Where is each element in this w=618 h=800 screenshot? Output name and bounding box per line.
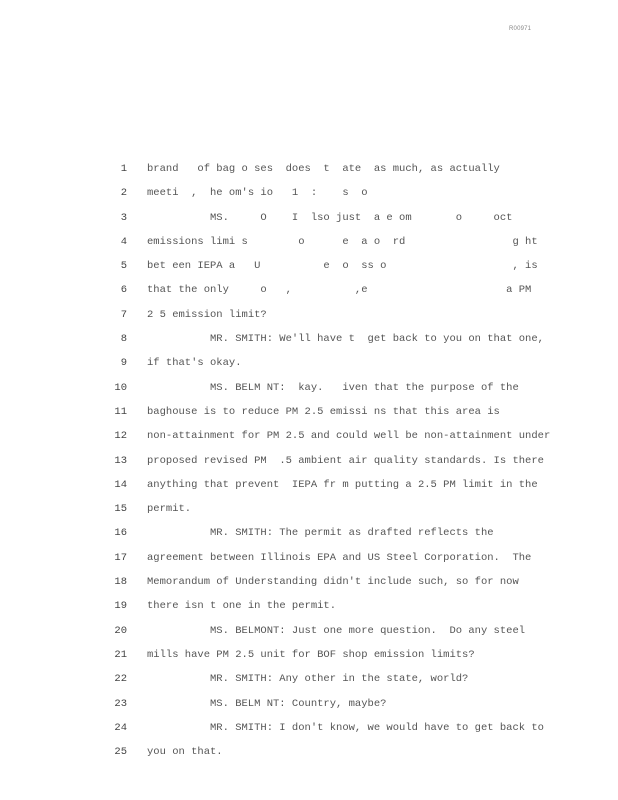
line-number: 13 — [114, 454, 127, 467]
transcript-line — [0, 597, 618, 621]
transcript-body — [0, 160, 618, 767]
transcript-line — [0, 476, 618, 500]
line-number: 18 — [114, 576, 127, 589]
line-number: 6 — [120, 284, 127, 297]
line-number: 22 — [114, 673, 127, 686]
transcript-line — [0, 719, 618, 743]
transcript-line — [0, 330, 618, 354]
line-number: 3 — [120, 211, 127, 224]
line-text: anything that prevent IEPA fr m putting a 2.5 PM limit in the — [147, 478, 538, 491]
transcript-line — [0, 257, 618, 281]
line-number: 16 — [114, 527, 127, 540]
line-number: 4 — [120, 235, 127, 248]
transcript-line — [0, 573, 618, 597]
line-number: 15 — [114, 503, 127, 516]
transcript-line — [0, 184, 618, 208]
transcript-line — [0, 549, 618, 573]
transcript-line — [0, 695, 618, 719]
line-number: 23 — [114, 697, 127, 710]
line-text: non-attainment for PM 2.5 and could well be non-attainment under — [147, 430, 551, 443]
line-number: 10 — [114, 381, 127, 394]
transcript-line — [0, 281, 618, 305]
transcript-line — [0, 233, 618, 257]
transcript-line — [0, 306, 618, 330]
transcript-line — [0, 622, 618, 646]
line-text: that the only o , ,e a PM — [147, 284, 532, 297]
line-number: 14 — [114, 478, 127, 491]
line-text: MR. SMITH: We'll have t get back to you on that one, — [210, 333, 544, 346]
transcript-line — [0, 743, 618, 767]
line-text: permit. — [147, 503, 192, 516]
line-text: proposed revised PM .5 ambient air quality standards. Is there — [147, 454, 544, 467]
line-text: brand of bag o ses does t ate as much, as actually — [147, 163, 500, 175]
line-number: 24 — [114, 721, 127, 734]
line-number: 17 — [114, 551, 127, 564]
transcript-line — [0, 379, 618, 403]
line-text: mills have PM 2.5 unit for BOF shop emission limits? — [147, 648, 475, 661]
line-text: there isn t one in the permit. — [147, 600, 337, 613]
line-text: bet een IEPA a U e o ss o , is — [147, 260, 538, 273]
transcript-line — [0, 354, 618, 378]
line-text: baghouse is to reduce PM 2.5 emissi ns that this area is — [147, 405, 500, 418]
line-text: MR. SMITH: Any other in the state, world? — [210, 673, 469, 686]
line-number: 19 — [114, 600, 127, 613]
line-text: MR. SMITH: The permit as drafted reflects the — [210, 527, 494, 540]
transcript-line — [0, 452, 618, 476]
transcript-line — [0, 646, 618, 670]
line-text: MS. O I lso just a e om o oct — [210, 211, 513, 224]
line-text: MS. BELM NT: kay. iven that the purpose of the — [210, 381, 519, 394]
transcript-line — [0, 427, 618, 451]
line-text: if that's okay. — [147, 357, 242, 370]
line-number: 21 — [114, 648, 127, 661]
line-text: MS. BELM NT: Country, maybe? — [210, 697, 387, 710]
line-number: 11 — [114, 405, 127, 418]
line-text: 2 5 emission limit? — [147, 308, 267, 321]
line-number: 8 — [120, 333, 127, 346]
transcript-line — [0, 209, 618, 233]
line-number: 12 — [114, 430, 127, 443]
line-text: meeti , he om's io 1 : s o — [147, 187, 368, 200]
line-number: 7 — [120, 308, 127, 321]
line-number: 9 — [120, 357, 127, 370]
line-number: 20 — [114, 624, 127, 637]
page-identifier: R00971 — [509, 26, 532, 32]
transcript-line — [0, 524, 618, 548]
line-number: 25 — [114, 746, 127, 759]
line-text: MR. SMITH: I don't know, we would have to get back to — [210, 721, 544, 734]
line-number: 1 — [120, 163, 127, 175]
line-text: MS. BELMONT: Just one more question. Do any steel — [210, 624, 526, 637]
line-text: emissions limi s o e a o rd g ht — [147, 235, 538, 248]
transcript-line — [0, 403, 618, 427]
line-text: agreement between Illinois EPA and US Steel Corporation. The — [147, 551, 532, 564]
line-text: Memorandum of Understanding didn't include such, so for now — [147, 576, 519, 589]
line-number: 5 — [120, 260, 127, 273]
line-text: you on that. — [147, 746, 223, 759]
transcript-line — [0, 500, 618, 524]
transcript-line — [0, 160, 618, 184]
transcript-line — [0, 670, 618, 694]
line-number: 2 — [120, 187, 127, 200]
